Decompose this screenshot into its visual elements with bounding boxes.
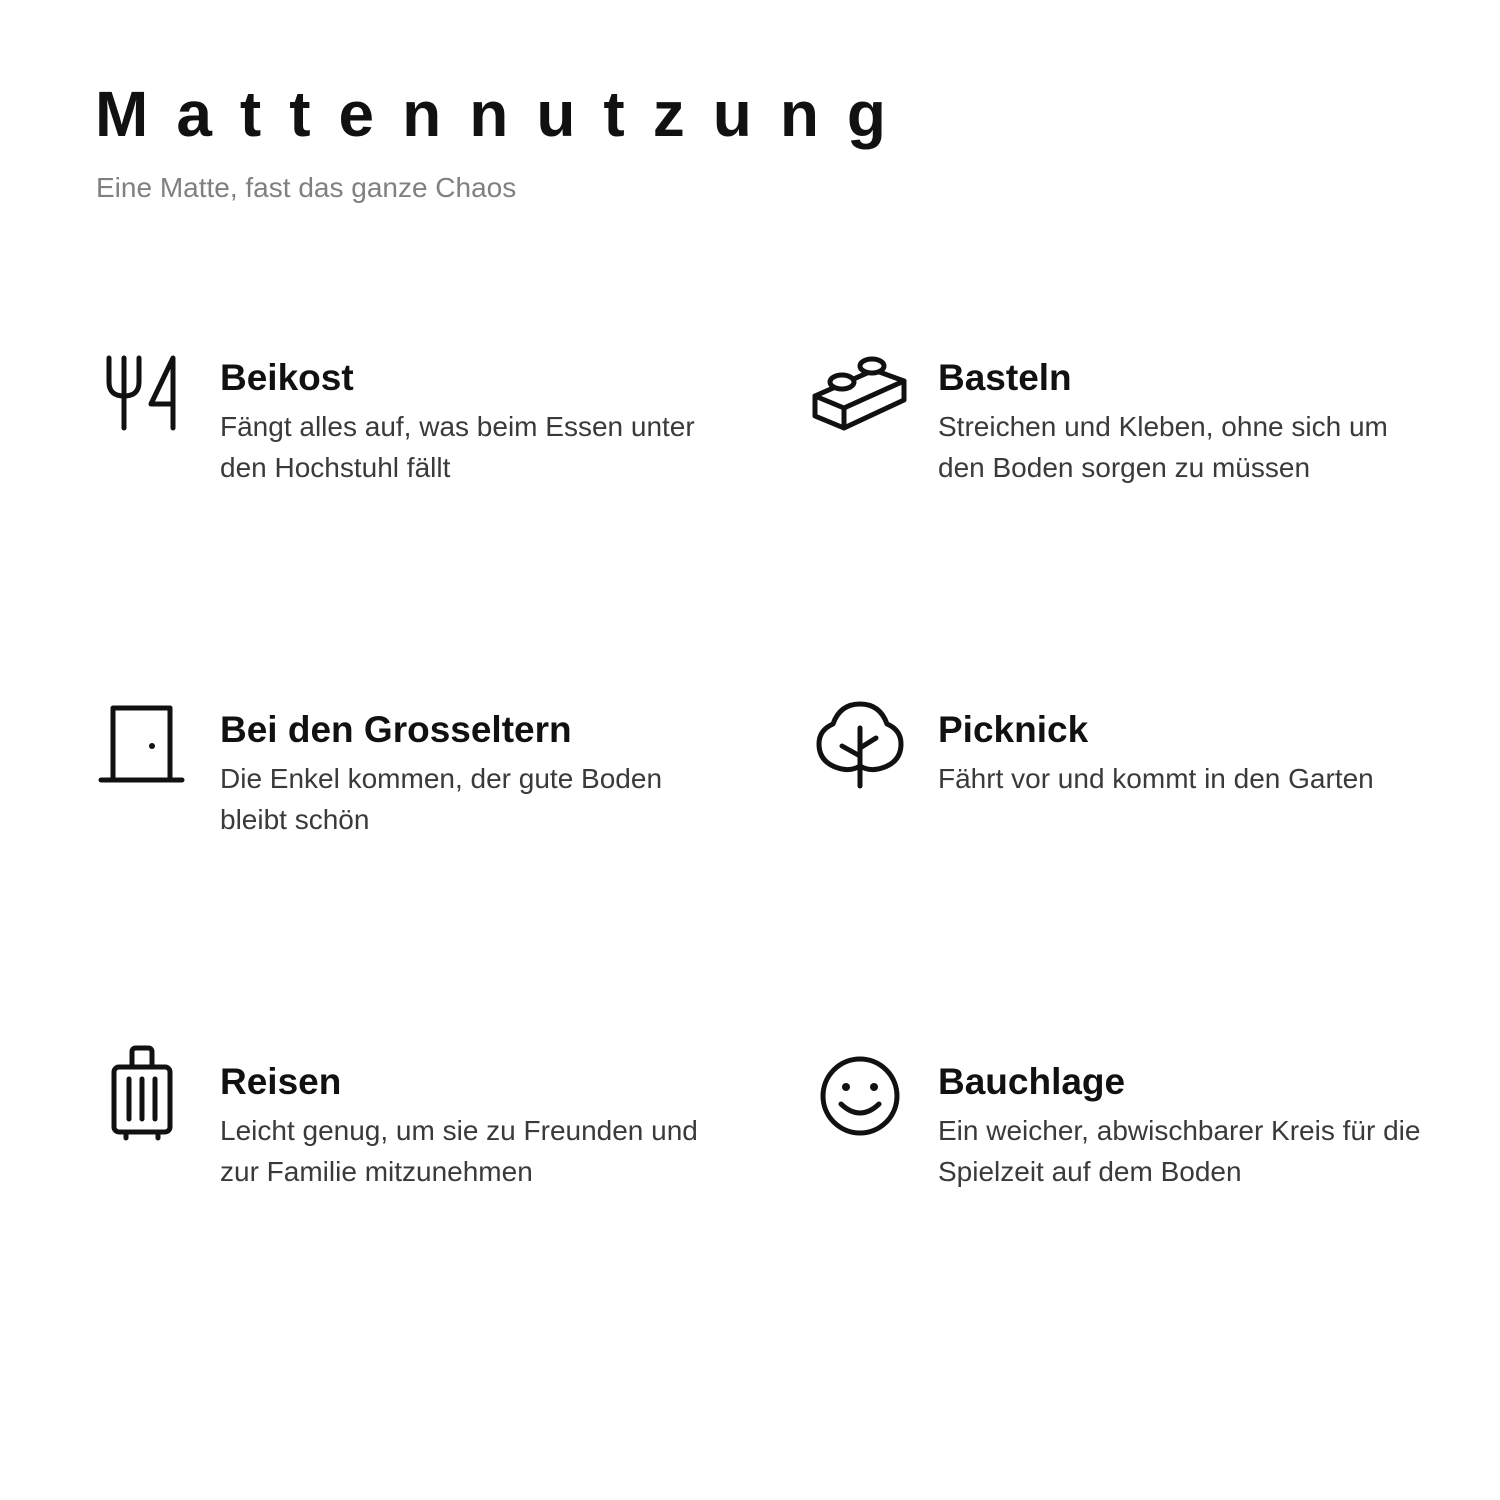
feature-bauchlage [818, 1060, 1438, 1220]
feature-reisen [100, 1060, 720, 1220]
feature-title: Basteln [938, 357, 1072, 398]
door-icon [100, 708, 200, 808]
feature-title: Picknick [938, 709, 1089, 750]
feature-basteln [818, 356, 1438, 516]
feature-title: Bauchlage [938, 1061, 1126, 1102]
suitcase-icon [100, 1060, 200, 1160]
feature-text: Streichen und Kleben, ohne sich um den Boden sorgen zu müssen [938, 411, 1388, 483]
feature-title: Bei den Grosseltern [220, 709, 572, 750]
feature-text: Fängt alles auf, was beim Essen unter den Hochstuhl fällt [220, 411, 695, 483]
page-title: Mattennutzung [95, 78, 914, 150]
feature-title: Reisen [220, 1061, 342, 1102]
tree-icon [818, 708, 918, 808]
smiley-icon [818, 1060, 918, 1160]
toy-brick-icon [818, 356, 918, 456]
page-subtitle: Eine Matte, fast das ganze Chaos [96, 172, 517, 203]
feature-title: Beikost [220, 357, 354, 398]
feature-bei-den-grosseltern [100, 708, 720, 868]
feature-text: Leicht genug, um sie zu Freunden und zur Familie mitzunehmen [220, 1115, 698, 1187]
feature-beikost [100, 356, 720, 516]
feature-text: Ein weicher, abwischbarer Kreis für die Spielzeit auf dem Boden [938, 1115, 1421, 1187]
feature-text: Die Enkel kommen, der gute Boden bleibt schön [220, 763, 663, 835]
feature-picknick [818, 708, 1438, 868]
feature-text: Fährt vor und kommt in den Garten [938, 763, 1374, 794]
fork-knife-icon [100, 356, 200, 456]
